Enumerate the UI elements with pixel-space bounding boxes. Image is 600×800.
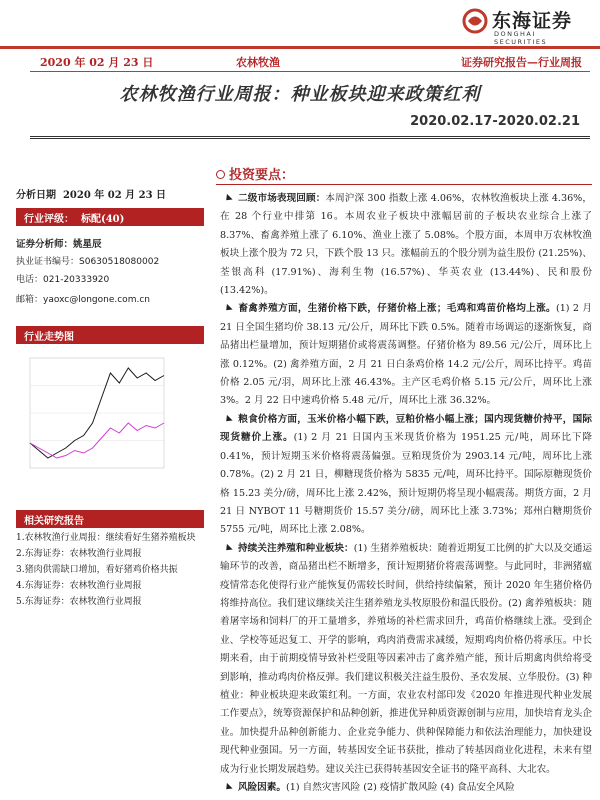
paragraph-text: 本周沪深 300 指数上涨 4.06%，农林牧渔板块上涨 4.36%，在 28 个行业中排第 16。本周农业子板块中涨幅居前的子板块农业综合上涨了 8.37%、畜禽养殖上涨了 6.10%、渔业上涨了 5.08%。个股方面，本周申万农林牧渔板块上涨个股为 72 只，下跌个股 13 只。涨幅前五的个股分别为益生股份 (21.25%)、荃银高科 (17.91%)、海利生物 (16.57%)、华英农业 (13.44%)、民和股份 (13.42%)。 xyxy=(220,193,592,297)
trend-chart-title: 行业走势图 xyxy=(16,326,204,344)
diamond-bullet-icon xyxy=(223,783,232,792)
phone-line xyxy=(16,272,109,285)
related-reports-title: 相关研究报告 xyxy=(16,510,204,528)
license-label: 执业证书编号： xyxy=(16,257,80,267)
diamond-bullet-icon xyxy=(223,194,232,203)
logo-subtitle: DONGHAI SECURITIES xyxy=(494,30,548,46)
diamond-bullet-icon xyxy=(223,304,232,313)
rating-label: 行业评级： xyxy=(24,214,74,225)
logo-name: 东海证券 xyxy=(492,10,573,32)
paragraph-text: (1) 2 月 21 日全国生猪均价 38.13 元/公斤，周环比下跌 0.5%。随着市场调运的逐渐恢复，商品猪出栏量增加，预计短期猪价或将震荡调整。仔猪价格为 89.56 元/公斤，周环比上涨 0.12%。(2) 禽养殖方面，2 月 21 日白条鸡价格 14.2 元/公斤，周环比持平。鸡苗价格 2.05 元/羽，周环比上涨 46.43%。主产区毛鸡价格 5.15 元/公斤，周环比上涨 3%。2 月 22 日中速鸡价格 5.48 元/斤，周环比上涨 36.32%。 xyxy=(220,303,593,407)
investment-paragraph xyxy=(220,300,592,410)
related-report-item[interactable]: 1.农林牧渔行业周报：继续看好生猪养殖板块 xyxy=(16,533,196,543)
license-line xyxy=(16,254,159,267)
heading-rule xyxy=(216,184,592,185)
paragraph-lead: 持续关注养殖和种业板块： xyxy=(238,542,354,554)
header-rule xyxy=(0,46,600,49)
paragraph-lead: 风险因素。 xyxy=(238,782,286,793)
analysis-date-label: 分析日期 xyxy=(16,190,56,201)
page-title: 农林牧渔行业周报：种业板块迎来政策红利 xyxy=(119,84,481,105)
analyst xyxy=(16,236,102,250)
analysis-date-value: 2020 年 02 月 23 日 xyxy=(62,190,167,201)
investment-paragraph xyxy=(220,540,592,779)
email-line xyxy=(16,292,150,305)
analyst-label: 证券分析师： xyxy=(16,239,74,250)
analyst-name: 姚星辰 xyxy=(73,239,102,250)
diamond-bullet-icon xyxy=(223,544,232,553)
company-logo xyxy=(462,6,582,46)
investment-paragraph xyxy=(220,411,592,540)
analysis-date xyxy=(16,186,166,201)
report-date: 2020 年 02 月 23 日 xyxy=(40,56,154,69)
date-range: 2020.02.17-2020.02.21 xyxy=(410,114,580,129)
paragraph-lead: 二级市场表现回顾： xyxy=(238,193,326,204)
paragraph-text: (1) 自然灾害风险 (2) 疫情扩散风险 (4) 食品安全风险 xyxy=(285,782,515,793)
investment-highlights-heading xyxy=(216,164,294,183)
paragraph-lead: 畜禽养殖方面，生猪价格下跌，仔猪价格上涨；毛鸡和鸡苗价格均上涨。 xyxy=(238,303,556,315)
email-label: 邮箱： xyxy=(16,295,44,305)
circle-icon xyxy=(216,170,225,179)
investment-paragraph xyxy=(220,190,592,300)
paragraph-text: (1) 2 月 21 日国内玉米现货价格为 1951.25 元/吨，周环比下降 0.41%，预计短期玉米价格将震荡偏强。豆粕现货价为 2903.14 元/吨，周环比上涨 0.78%。(2) 2 月 21 日，柳糖现货价格为 5835 元/吨，周环比持平。国际原糖现货价格 15.23 美分/磅，周环比上涨 2.42%，预计短期仍将呈现小幅震荡。期货方面，2 月 21 日 NYBOT 11 号糖期货价 15.57 美分/磅，周环比上涨 3.73%；郑州白糖期货价 5755 元/吨，周环比上涨 2.08%。 xyxy=(220,432,593,536)
investment-heading-text: 投资要点： xyxy=(229,168,295,183)
paragraph-text: (1) 生猪养殖板块：随着近期复工比例的扩大以及交通运输环节的改善，商品猪出栏不断增多，预计短期猪价将震荡调整。与此同时，非洲猪瘟疫情常态化使得行业产能恢复仍需较长时间，供给持续偏紧，预计 2020 年生猪价格仍将维持高位。我们建议继续关注生猪养殖龙头牧原股份和温氏股份。(2) 禽养殖板块：随着屠宰场和饲料厂的开工量增多，养殖场的补栏需求回升，鸡苗价格继续上涨。受到企业、学校等延迟复工、开学的影响，鸡肉消费需求减缓，短期鸡肉价格仍将承压。中长期来看，由于前期疫情导致补栏受阻等因素冲击了禽养殖产能，预计后期禽肉供给将受到影响，推动鸡肉价格反弹。我们建议积极关注益生股份、圣农发展、立华股份。(3) 种植业：种业板块迎来政策红利。一方面，农业农村部印发《2020 年推进现代种业发展工作要点》，统筹资源保护和品种创新，推进优异种质资源创制与应用，加快培育龙头企业。加快提升品种创新能力、企业竞争能力、供种保障能力和依法治理能力，加快建设现代种业强国。另一方面，转基因安全证书获批，推动了转基因商业化进程，未来有望成为行业长期发展趋势。建议关注已获得转基因安全证书的隆平高科、大北农。 xyxy=(220,542,593,775)
related-report-item[interactable]: 5.东海证券：农林牧渔行业周报 xyxy=(16,597,142,607)
investment-paragraph xyxy=(220,779,592,797)
logo-mark-icon xyxy=(462,8,488,34)
related-reports-list xyxy=(16,530,206,610)
phone-label: 电话： xyxy=(16,275,44,285)
license-value: S0630518080002 xyxy=(79,257,160,267)
email-value[interactable]: yaoxc@longone.com.cn xyxy=(43,295,150,305)
report-sector: 农林牧渔 xyxy=(236,56,280,69)
related-report-item[interactable]: 4.东海证券：农林牧渔行业周报 xyxy=(16,581,142,591)
investment-body xyxy=(220,190,592,797)
related-report-item[interactable]: 2.东海证券：农林牧渔行业周报 xyxy=(16,549,142,559)
paragraph-lead: 粮食价格方面，玉米价格小幅下跌，豆粕价格小幅上涨；国内现货糖价持平，国际现货糖价上涨。 xyxy=(220,413,592,444)
industry-rating xyxy=(16,208,204,226)
related-report-item[interactable]: 3.猪肉供需缺口增加，看好猪鸡价格共振 xyxy=(16,565,178,575)
divider xyxy=(30,71,590,72)
trend-chart xyxy=(16,342,204,492)
report-type: 证券研究报告—行业周报 xyxy=(461,56,582,69)
rating-value: 标配(40) xyxy=(80,214,125,225)
phone-value: 021-20333920 xyxy=(43,275,110,285)
diamond-bullet-icon xyxy=(223,415,232,424)
title-divider xyxy=(30,136,590,139)
